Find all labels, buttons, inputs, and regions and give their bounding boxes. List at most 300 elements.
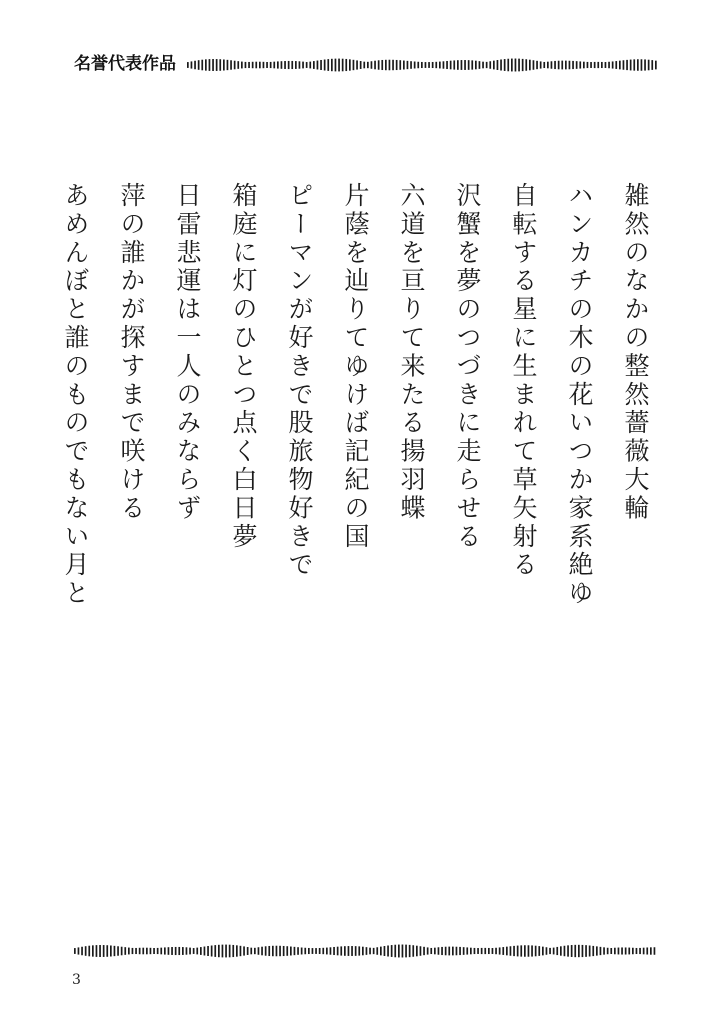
haiku-line-9: 日雷悲運は一人のみならず — [173, 182, 202, 523]
wave-bar — [651, 60, 653, 70]
wave-bar — [331, 59, 333, 71]
wave-bar — [497, 60, 499, 70]
wave-bar — [124, 947, 126, 955]
wave-bar — [538, 946, 540, 956]
wave-bar — [313, 61, 315, 69]
wave-bar — [106, 945, 108, 957]
wave-bar — [579, 61, 581, 68]
wave-bar — [283, 946, 285, 956]
wave-bar — [540, 61, 542, 68]
wave-bar — [492, 948, 494, 954]
wave-bar — [196, 948, 198, 955]
wave-bar — [241, 62, 243, 69]
wave-bar — [414, 62, 416, 69]
wave-bar — [434, 948, 436, 955]
haiku-line-6: 片蔭を辿りてゆけば記紀の国 — [341, 182, 370, 552]
wave-bar — [297, 947, 299, 955]
wave-bar — [324, 60, 326, 71]
wave-bar — [612, 61, 614, 68]
wave-bar — [486, 62, 488, 68]
wave-bar — [582, 945, 584, 957]
wave-bar — [450, 61, 452, 70]
wave-bar — [655, 61, 657, 70]
wave-bar — [338, 59, 340, 72]
wave-bar — [425, 62, 427, 68]
wave-bar — [567, 945, 569, 956]
wave-bar — [547, 62, 549, 69]
wave-bar — [461, 60, 463, 70]
wave-bar — [417, 62, 419, 68]
wave-bar — [201, 60, 203, 71]
wave-bar — [272, 946, 274, 956]
wave-bar — [597, 62, 599, 68]
wave-bar — [92, 945, 94, 956]
wave-bar — [614, 948, 616, 955]
wave-bar — [182, 947, 184, 955]
wave-bar — [387, 945, 389, 956]
wave-bar — [510, 946, 512, 956]
wave-bar — [410, 61, 412, 69]
wave-bar — [362, 947, 364, 956]
wave-bar — [392, 60, 394, 70]
wave-bar — [88, 946, 90, 957]
wave-bar — [489, 61, 491, 69]
wave-bar — [589, 945, 591, 956]
wave-bar — [623, 60, 625, 70]
wave-bar — [237, 61, 239, 69]
haiku-line-4: 沢蟹を夢のつづきに走らせる — [453, 182, 482, 552]
wave-bar — [405, 945, 407, 958]
wave-bar — [561, 61, 563, 70]
wave-bar — [542, 947, 544, 956]
wave-bar — [356, 60, 358, 69]
wave-bar — [315, 948, 317, 954]
wave-bar — [605, 62, 607, 68]
wave-bar — [376, 947, 378, 955]
haiku-line-10: 萍の誰かが探すまで咲ける — [117, 182, 146, 523]
wave-bar — [333, 947, 335, 955]
wave-bar — [600, 947, 602, 955]
wave-bar — [546, 947, 548, 955]
wave-bar — [506, 947, 508, 956]
wave-bar — [369, 948, 371, 955]
wave-bar — [171, 947, 173, 955]
wave-bar — [160, 948, 162, 955]
wave-bar — [381, 60, 383, 70]
wave-bar — [222, 945, 224, 958]
wave-bar — [294, 947, 296, 955]
haiku-line-1: 雑然のなかの整然薔薇大輪 — [621, 182, 650, 523]
wave-bar — [114, 946, 116, 956]
wave-bar — [474, 948, 476, 954]
wave-bar — [585, 945, 587, 957]
wave-bar — [648, 60, 650, 71]
wave-bar — [110, 945, 112, 956]
haiku-line-11: あめんぼと誰のものでもない月と — [61, 182, 90, 608]
wave-bar — [553, 948, 555, 955]
wave-bar — [650, 947, 652, 954]
haiku-line-8: 箱庭に灯のひとつ点く白日夢 — [229, 182, 258, 552]
wave-bar — [438, 947, 440, 954]
wave-bar — [223, 59, 225, 70]
wave-bar — [245, 62, 247, 68]
wave-bar — [326, 948, 328, 955]
wave-bar — [358, 946, 360, 955]
section-title: 名誉代表作品 — [74, 54, 176, 74]
wave-bar — [234, 61, 236, 70]
wave-bar — [344, 946, 346, 956]
wave-bar — [439, 62, 441, 69]
wave-bar — [571, 945, 573, 957]
haiku-line-5: 六道を亘りて来たる揚羽蝶 — [397, 182, 426, 523]
wave-bar — [529, 60, 531, 71]
wave-bar — [493, 61, 495, 70]
wave-bar — [482, 62, 484, 69]
wave-bar — [511, 59, 513, 72]
wave-bar — [453, 60, 455, 69]
wave-bar — [637, 59, 639, 71]
wave-bar — [391, 945, 393, 957]
wave-bar — [212, 59, 214, 71]
wave-bar — [290, 947, 292, 956]
wave-bar — [564, 946, 566, 956]
wave-bar — [345, 59, 347, 71]
wave-bar — [475, 61, 477, 70]
wave-bar — [277, 61, 279, 68]
decorative-wave-rule-bottom — [74, 944, 658, 958]
wave-bar — [618, 948, 620, 955]
wave-bar — [99, 945, 101, 957]
wave-bar — [286, 946, 288, 956]
wave-bar — [549, 948, 551, 954]
wave-bar — [558, 61, 560, 70]
wave-bar — [420, 946, 422, 956]
wave-bar — [646, 947, 648, 954]
wave-bar — [445, 947, 447, 956]
wave-bar — [590, 62, 592, 68]
wave-bar — [304, 948, 306, 954]
haiku-column-area — [60, 182, 660, 622]
wave-bar — [330, 947, 332, 954]
wave-bar — [214, 945, 216, 957]
wave-bar — [348, 946, 350, 956]
wave-bar — [592, 946, 594, 956]
wave-bar — [427, 947, 429, 954]
wave-bar — [128, 948, 130, 955]
wave-bar — [479, 61, 481, 69]
wave-bar — [366, 947, 368, 955]
wave-bar — [227, 60, 229, 70]
wave-bar — [423, 947, 425, 955]
wave-bar — [576, 61, 578, 69]
wave-bar — [81, 947, 83, 955]
haiku-line-2: ハンカチの木の花いつか家系絶ゆ — [565, 182, 594, 608]
wave-bar — [216, 59, 218, 71]
wave-bar — [74, 948, 76, 954]
wave-bar — [468, 60, 470, 70]
wave-bar — [466, 947, 468, 954]
wave-bar — [349, 59, 351, 70]
wave-bar — [394, 945, 396, 958]
wave-bar — [259, 62, 261, 69]
wave-bar — [284, 61, 286, 69]
wave-bar — [373, 948, 375, 954]
wave-bar — [322, 948, 324, 954]
wave-bar — [535, 946, 537, 957]
wave-bar — [327, 59, 329, 71]
wave-bar — [520, 945, 522, 956]
wave-bar — [248, 62, 250, 68]
wave-bar — [443, 61, 445, 68]
wave-bar — [488, 948, 490, 954]
wave-bar — [78, 947, 80, 954]
wave-bar — [211, 946, 213, 957]
wave-bar — [189, 948, 191, 955]
wave-bar — [281, 61, 283, 69]
wave-bar — [335, 59, 337, 72]
wave-bar — [342, 59, 344, 72]
wave-bar — [594, 62, 596, 68]
wave-bar — [399, 60, 401, 70]
wave-bar — [240, 946, 242, 956]
wave-bar — [254, 948, 256, 954]
wave-bar — [261, 947, 263, 956]
wave-bar — [515, 59, 517, 72]
wave-bar — [507, 59, 509, 72]
wave-bar — [484, 948, 486, 954]
wave-bar — [396, 60, 398, 70]
wave-bar — [103, 945, 105, 957]
wave-bar — [607, 948, 609, 954]
wave-bar — [525, 59, 527, 71]
wave-bar — [636, 948, 638, 954]
wave-bar — [536, 61, 538, 69]
wave-bar — [374, 61, 376, 70]
wave-bar — [409, 945, 411, 957]
wave-bar — [308, 948, 310, 954]
wave-bar — [319, 948, 321, 954]
wave-bar — [175, 947, 177, 955]
wave-bar — [499, 947, 501, 954]
wave-bar — [412, 945, 414, 957]
wave-bar — [371, 61, 373, 69]
wave-bar — [209, 59, 211, 71]
wave-bar — [630, 60, 632, 71]
wave-bar — [384, 946, 386, 956]
wave-bar — [428, 62, 430, 68]
wave-bar — [360, 61, 362, 69]
haiku-line-3: 自転する星に生まれて草矢射る — [509, 182, 538, 580]
wave-bar — [265, 946, 267, 955]
wave-bar — [268, 946, 270, 956]
wave-bar — [578, 945, 580, 957]
wave-bar — [452, 947, 454, 956]
wave-bar — [225, 945, 227, 958]
wave-bar — [554, 61, 556, 69]
wave-bar — [132, 948, 134, 954]
wave-bar — [353, 60, 355, 70]
wave-bar — [596, 946, 598, 955]
wave-bar — [288, 61, 290, 69]
wave-bar — [654, 947, 656, 955]
wave-bar — [626, 60, 628, 70]
wave-bar — [556, 947, 558, 955]
wave-bar — [644, 59, 646, 70]
wave-bar — [502, 947, 504, 955]
wave-bar — [421, 62, 423, 68]
wave-bar — [385, 60, 387, 70]
wave-bar — [273, 62, 275, 69]
wave-bar — [398, 945, 400, 958]
wave-bar — [186, 947, 188, 954]
wave-bar — [641, 59, 643, 70]
wave-bar — [531, 945, 533, 956]
page-header — [74, 53, 664, 79]
wave-bar — [517, 946, 519, 957]
wave-bar — [230, 60, 232, 69]
wave-bar — [164, 947, 166, 954]
wave-bar — [85, 946, 87, 956]
wave-bar — [470, 948, 472, 955]
wave-bar — [258, 947, 260, 955]
wave-bar — [481, 948, 483, 954]
wave-bar — [263, 62, 265, 68]
wave-bar — [448, 947, 450, 956]
wave-bar — [463, 947, 465, 955]
wave-bar — [518, 59, 520, 72]
wave-bar — [207, 946, 209, 956]
wave-bar — [628, 948, 630, 955]
wave-bar — [193, 948, 195, 954]
wave-bar — [446, 61, 448, 69]
wave-bar — [219, 59, 221, 71]
wave-bar — [121, 947, 123, 956]
wave-bar — [236, 945, 238, 956]
wave-bar — [632, 948, 634, 955]
wave-bar — [615, 61, 617, 69]
wave-bar — [250, 948, 252, 955]
wave-bar — [495, 948, 497, 954]
wave-bar — [565, 61, 567, 70]
wave-bar — [389, 60, 391, 71]
wave-bar — [583, 62, 585, 69]
wave-bar — [337, 947, 339, 956]
wave-bar — [367, 62, 369, 68]
wave-bar — [572, 61, 574, 69]
wave-bar — [477, 948, 479, 954]
wave-bar — [146, 948, 148, 955]
wave-bar — [625, 947, 627, 954]
wave-bar — [441, 947, 443, 955]
wave-bar — [187, 62, 189, 68]
wave-bar — [608, 62, 610, 68]
wave-bar — [587, 62, 589, 68]
wave-bar — [524, 945, 526, 957]
wave-bar — [279, 946, 281, 956]
wave-bar — [407, 61, 409, 69]
wave-bar — [117, 946, 119, 955]
wave-bar — [601, 62, 603, 68]
wave-bar — [457, 60, 459, 70]
wave-bar — [464, 60, 466, 70]
wave-bar — [430, 948, 432, 954]
wave-bar — [560, 946, 562, 955]
wave-bar — [432, 62, 434, 68]
wave-bar — [317, 61, 319, 70]
wave-bar — [139, 948, 141, 954]
wave-bar — [178, 947, 180, 955]
wave-bar — [299, 61, 301, 68]
wave-bar — [270, 62, 272, 68]
wave-bar — [301, 948, 303, 955]
wave-bar — [543, 62, 545, 68]
wave-bar — [276, 946, 278, 957]
wave-bar — [191, 61, 193, 68]
wave-bar — [569, 61, 571, 70]
wave-bar — [142, 948, 144, 955]
wave-bar — [402, 945, 404, 958]
wave-bar — [403, 61, 405, 70]
wave-bar — [243, 946, 245, 955]
wave-bar — [500, 59, 502, 70]
wave-bar — [291, 61, 293, 69]
wave-bar — [312, 948, 314, 954]
wave-bar — [363, 62, 365, 69]
wave-bar — [639, 948, 641, 954]
wave-bar — [302, 62, 304, 69]
haiku-line-7: ピーマンが好きで股旅物好きで — [285, 182, 314, 580]
wave-bar — [504, 59, 506, 71]
wave-bar — [204, 947, 206, 956]
wave-bar — [252, 62, 254, 68]
wave-bar — [459, 947, 461, 955]
wave-bar — [340, 946, 342, 955]
wave-bar — [522, 59, 524, 71]
wave-bar — [198, 60, 200, 70]
wave-bar — [471, 60, 473, 69]
wave-bar — [619, 61, 621, 70]
wave-bar — [232, 945, 234, 957]
wave-bar — [135, 948, 137, 954]
wave-bar — [551, 61, 553, 68]
wave-bar — [528, 945, 530, 956]
wave-bar — [621, 947, 623, 954]
wave-bar — [456, 947, 458, 956]
wave-bar — [643, 948, 645, 955]
wave-bar — [416, 946, 418, 957]
wave-bar — [218, 945, 220, 957]
page-number: 3 — [72, 972, 81, 988]
wave-bar — [266, 62, 268, 68]
wave-bar — [513, 946, 515, 956]
wave-bar — [153, 948, 155, 954]
wave-bar — [378, 60, 380, 69]
wave-bar — [610, 948, 612, 954]
wave-bar — [309, 62, 311, 69]
wave-bar — [194, 61, 196, 69]
wave-bar — [96, 945, 98, 957]
wave-bar — [247, 947, 249, 955]
wave-bar — [255, 62, 257, 69]
wave-bar — [229, 945, 231, 958]
wave-bar — [168, 947, 170, 955]
wave-bar — [435, 62, 437, 68]
wave-bar — [157, 948, 159, 954]
wave-bar — [306, 62, 308, 68]
wave-bar — [150, 948, 152, 954]
wave-bar — [205, 59, 207, 70]
wave-bar — [320, 60, 322, 70]
